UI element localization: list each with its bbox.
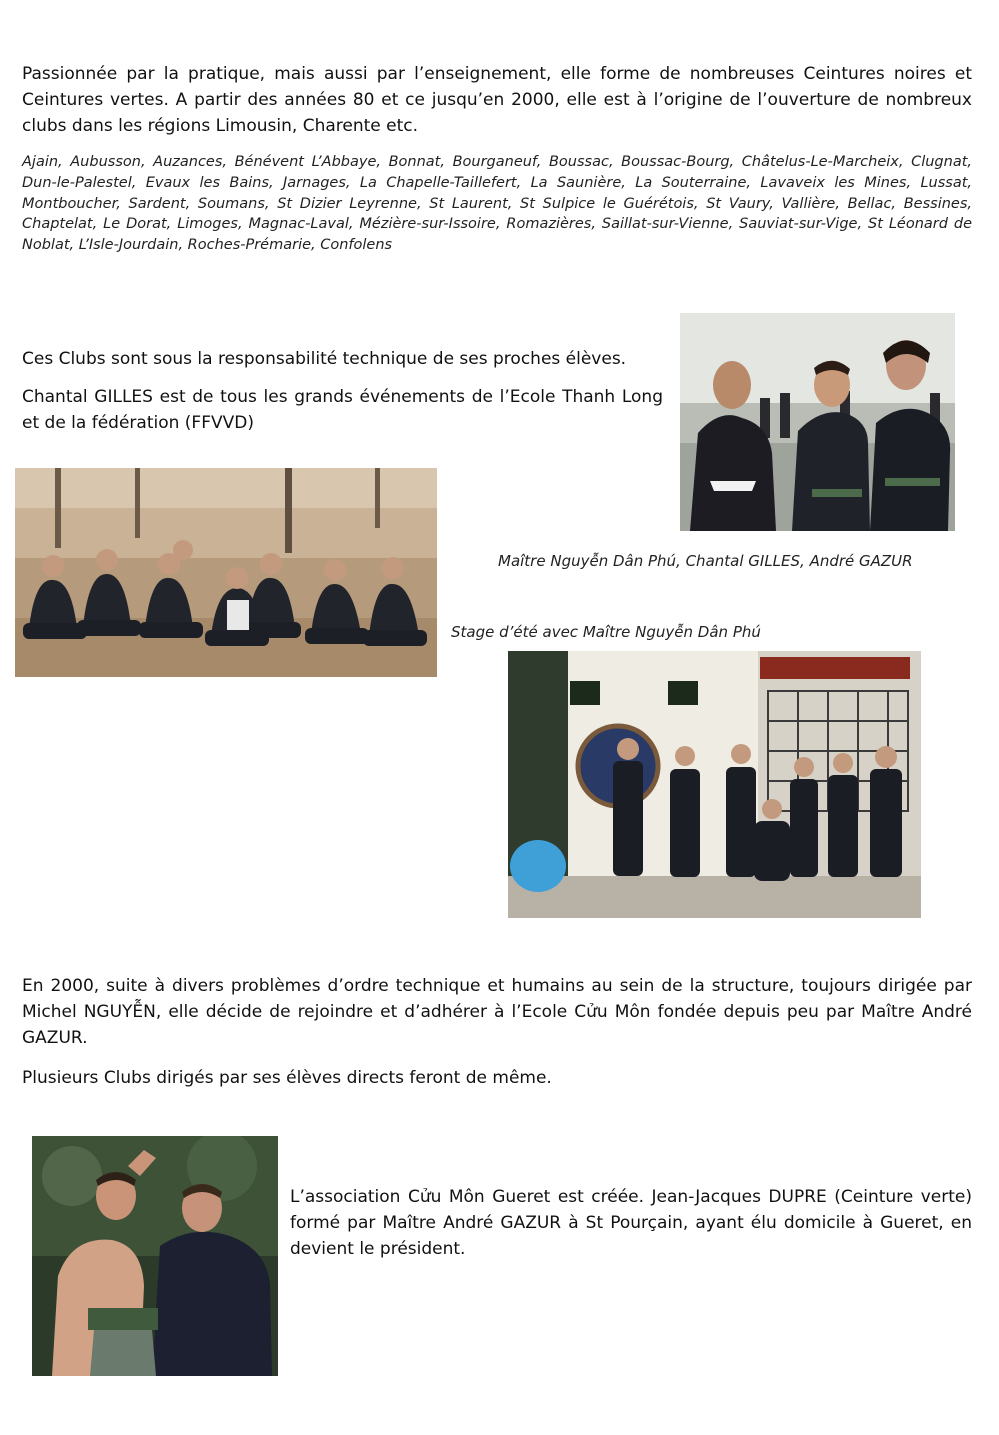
portrait-caption: Maître Nguyễn Dân Phú, Chantal GILLES, André GAZUR: [498, 552, 913, 570]
year-2000-paragraph: En 2000, suite à divers problèmes d’ordre technique et humains au sein de la structure, toujours dirigée par Michel NGUYỄN, elle décide de rejoindre et d’adhérer à l’Ecole Cửu Môn fondée depuis peu par Maître André GAZUR.: [22, 976, 972, 1048]
clubs-responsibility-paragraph: Ces Clubs sont sous la responsabilité technique de ses proches élèves.: [22, 349, 627, 369]
year-2000-section: [22, 973, 972, 1091]
photo-temple-group: [508, 651, 921, 918]
photo-demonstration: [32, 1136, 278, 1376]
stage-caption: Stage d’été avec Maître Nguyễn Dân Phú: [451, 623, 761, 641]
events-paragraph: Chantal GILLES est de tous les grands événements de l’Ecole Thanh Long et de la fédération (FFVVD): [22, 387, 663, 433]
photo-masters-portrait: [680, 313, 955, 531]
clubs-section: [22, 346, 663, 436]
intro-paragraph: Passionnée par la pratique, mais aussi par l’enseignement, elle forme de nombreuses Ceintures noires et Ceintures vertes. A partir des années 80 et ce jusqu’en 2000, elle est à l’origine de l’ouverture de nombreux clubs dans les régions Limousin, Charente etc.: [22, 64, 972, 136]
club-towns-list: Ajain, Aubusson, Auzances, Bénévent L’Abbaye, Bonnat, Bourganeuf, Boussac, Boussac-Bourg, Châtelus-Le-Marcheix, Clugnat, Dun-le-Palestel, Evaux les Bains, Jarnages, La Chapelle-Taillefert, La Saunière, La Souterraine, Lavaveix les Mines, Lussat, Montboucher, Sardent, Soumans, St Dizier Leyrenne, St Laurent, St Sulpice le Guérétois, St Vaury, Vallière, Bellac, Bessines, Chaptelat, Le Dorat, Limoges, Magnac-Laval, Mézière-sur-Issoire, Romazières, Saillat-sur-Vienne, Sauviat-sur-Vige, St Léonard de Noblat, L’Isle-Jourdain, Roches-Prémarie, Confolens: [22, 154, 972, 254]
clubs-follow-paragraph: Plusieurs Clubs dirigés par ses élèves directs feront de même.: [22, 1068, 552, 1088]
association-paragraph: L’association Cửu Môn Gueret est créée. Jean-Jacques DUPRE (Ceinture verte) formé par Maître André GAZUR à St Pourçain, ayant élu domicile à Gueret, en devient le président.: [290, 1187, 972, 1259]
photo-summer-stage-group: [15, 468, 437, 677]
